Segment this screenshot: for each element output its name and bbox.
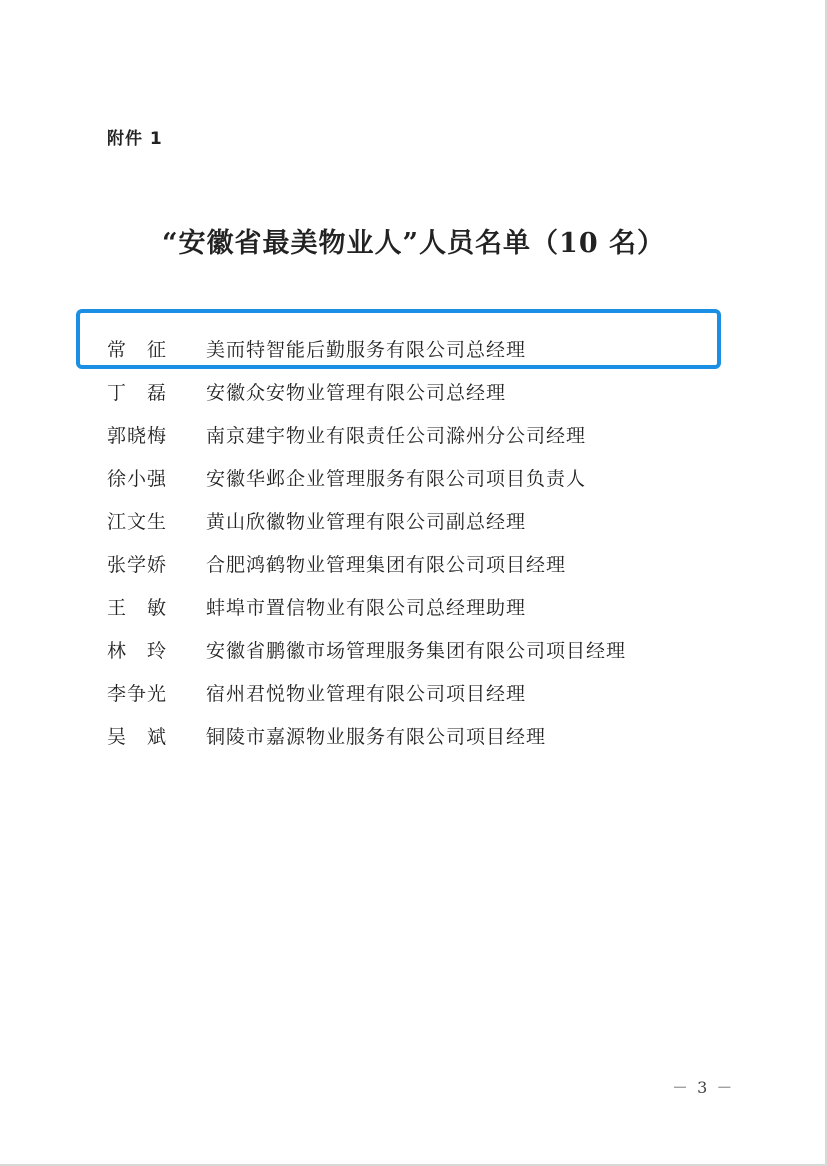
person-position: 合肥鸿鹤物业管理集团有限公司项目经理 — [206, 554, 567, 576]
list-item — [0, 415, 827, 458]
attachment-label: 附件 1 — [107, 129, 163, 149]
person-name: 林 玲 — [107, 640, 168, 662]
list-item — [0, 716, 827, 759]
person-name: 张学娇 — [107, 554, 168, 576]
person-position: 宿州君悦物业管理有限公司项目经理 — [206, 683, 527, 705]
list-item — [0, 501, 827, 544]
person-name: 常 征 — [107, 339, 168, 361]
selection-highlight-box — [76, 309, 721, 369]
person-position: 铜陵市嘉源物业服务有限公司项目经理 — [206, 726, 547, 748]
person-name: 李争光 — [107, 683, 168, 705]
list-item — [0, 630, 827, 673]
person-name: 王 敏 — [107, 597, 168, 619]
person-name: 郭晓梅 — [107, 425, 168, 447]
person-name: 江文生 — [107, 511, 168, 533]
list-item — [0, 673, 827, 716]
list-item — [0, 544, 827, 587]
person-position: 安徽众安物业管理有限公司总经理 — [206, 382, 507, 404]
person-position: 蚌埠市置信物业有限公司总经理助理 — [206, 597, 527, 619]
person-position: 美而特智能后勤服务有限公司总经理 — [206, 339, 527, 361]
list-item — [0, 458, 827, 501]
list-item — [0, 372, 827, 415]
person-position: 南京建宇物业有限责任公司滁州分公司经理 — [206, 425, 587, 447]
page-title: “安徽省最美物业人”人员名单（10 名） — [161, 228, 666, 259]
person-position: 安徽省鹏徽市场管理服务集团有限公司项目经理 — [206, 640, 627, 662]
page-number: － 3 － — [672, 1078, 735, 1097]
person-name: 吴 斌 — [107, 726, 168, 748]
person-position: 安徽华邺企业管理服务有限公司项目负责人 — [206, 468, 587, 490]
list-item — [0, 587, 827, 630]
person-name: 徐小强 — [107, 468, 168, 490]
person-position: 黄山欣徽物业管理有限公司副总经理 — [206, 511, 527, 533]
person-name: 丁 磊 — [107, 382, 168, 404]
